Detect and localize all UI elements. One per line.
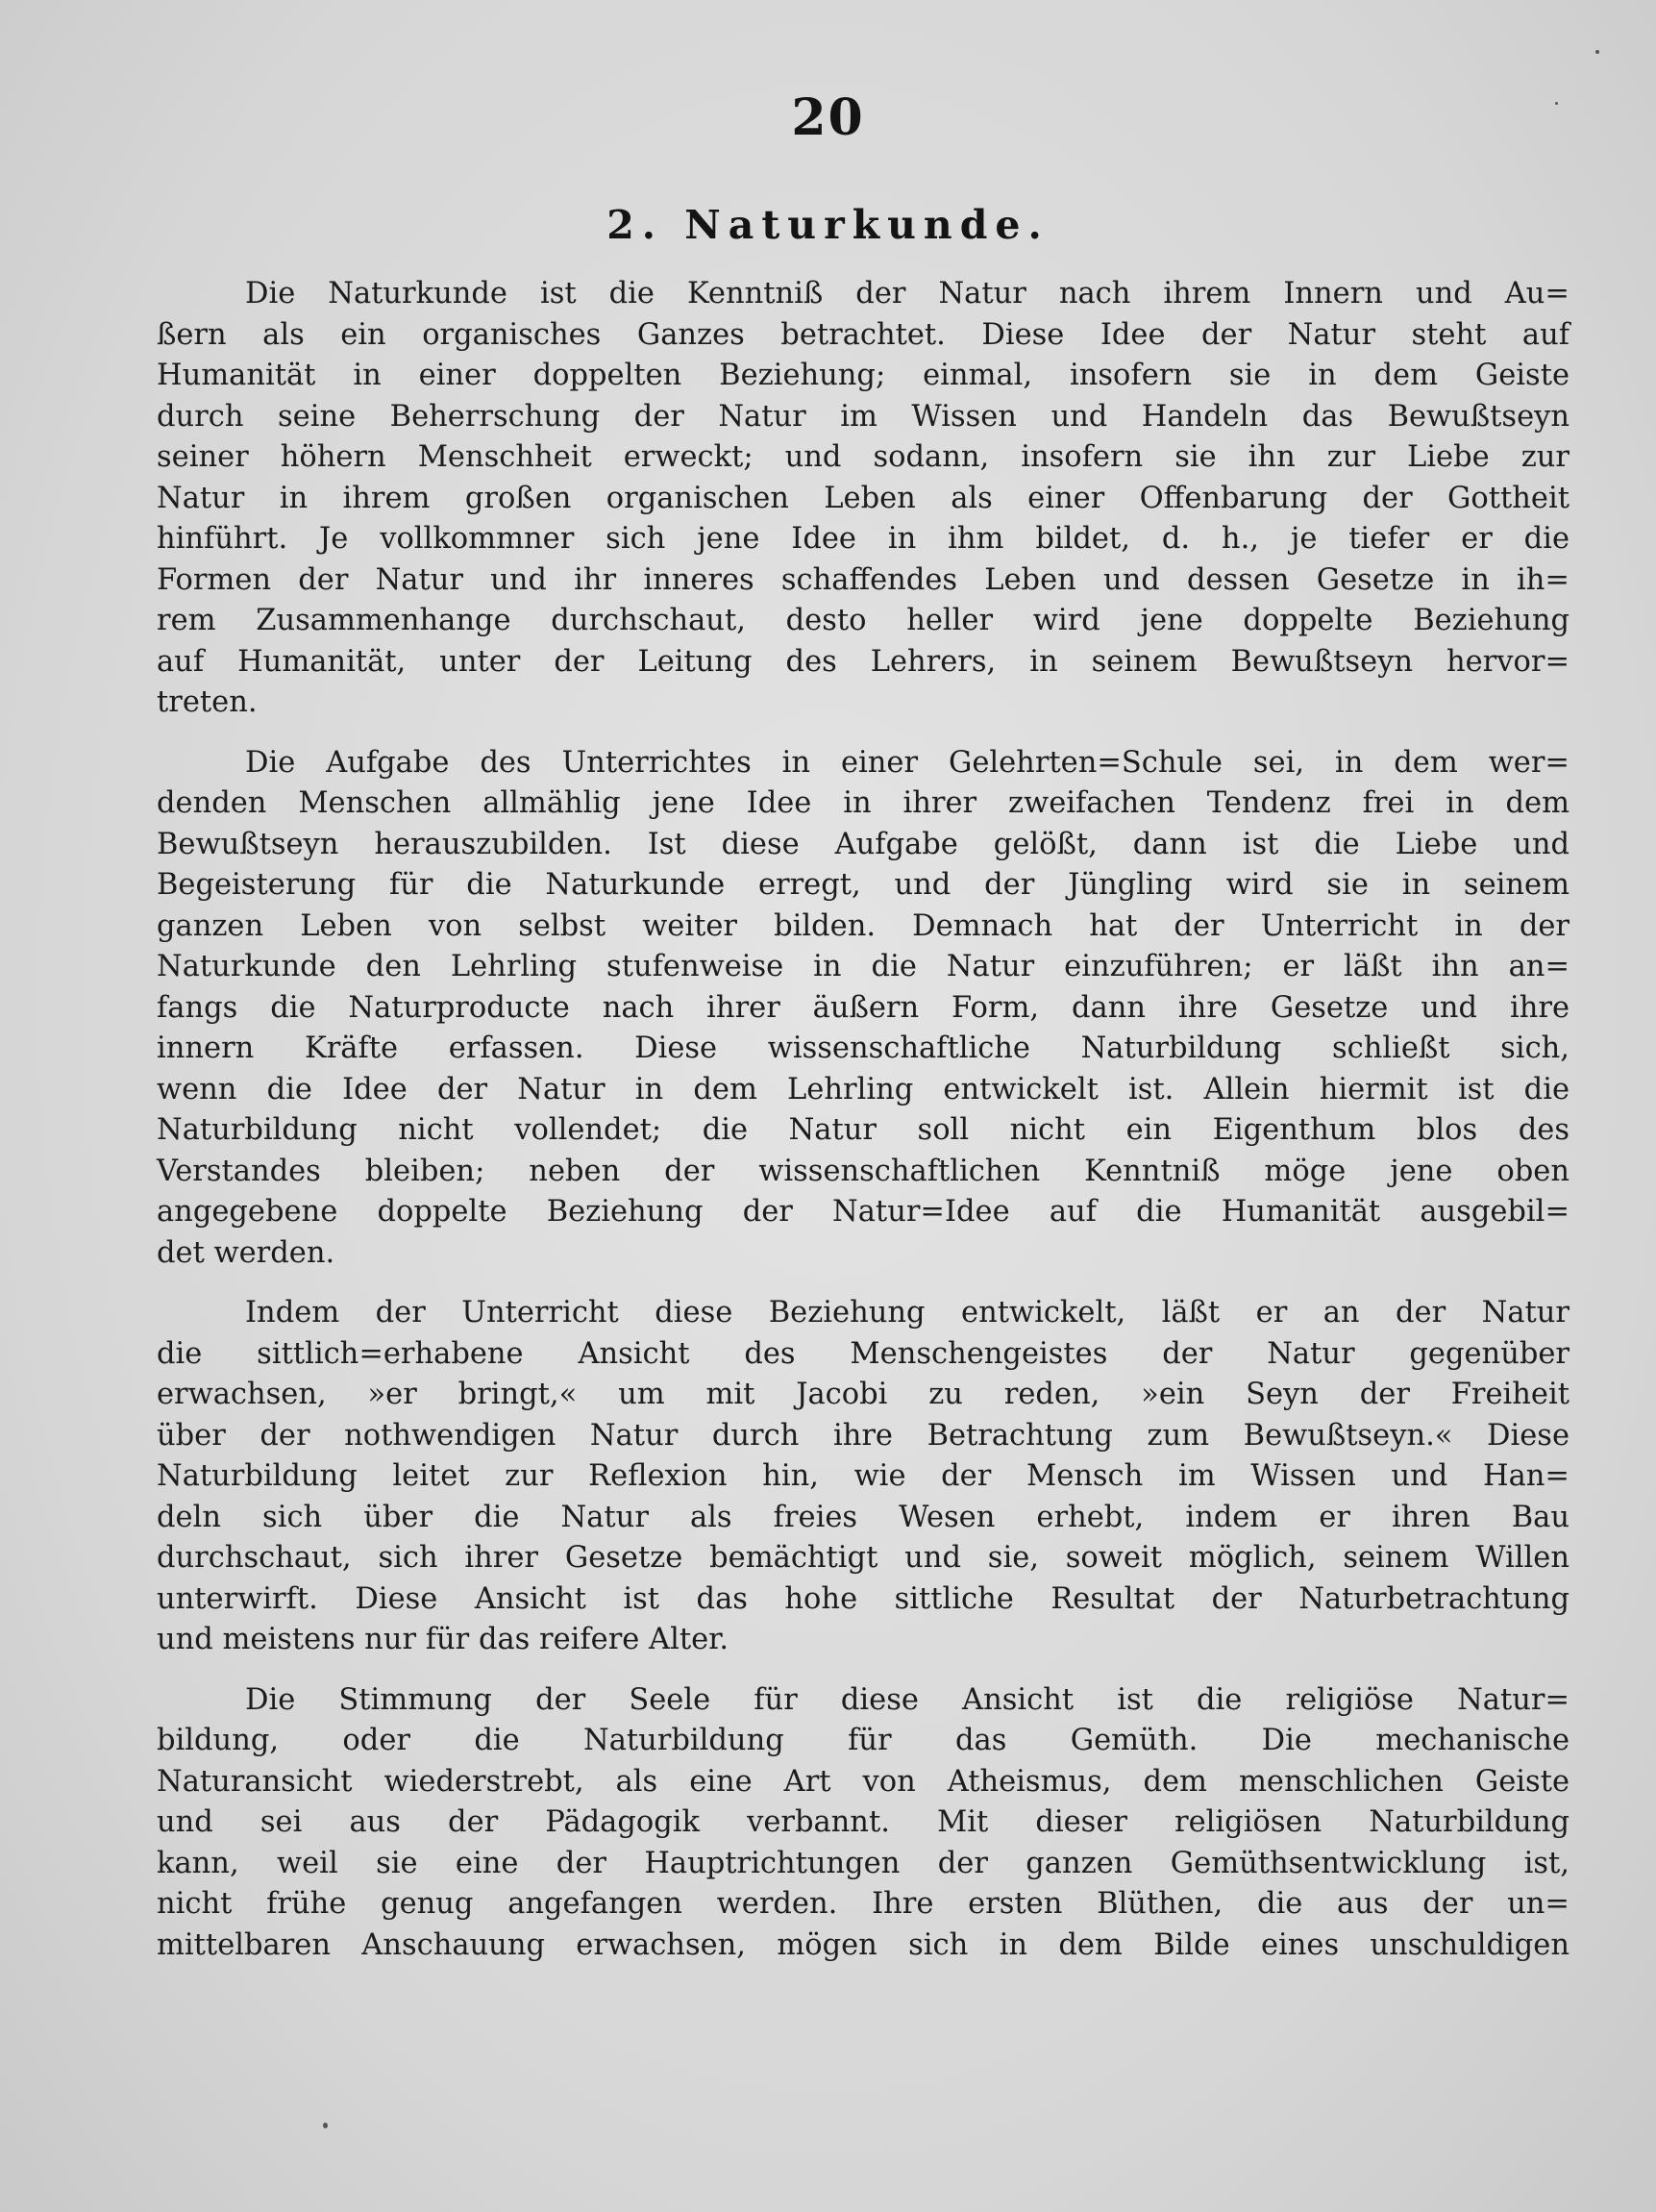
section-heading: 2. Naturkunde. xyxy=(606,202,1050,248)
text-line: unterwirft. Diese Ansicht ist das hohe sittliche Resultat der Naturbetrachtung xyxy=(157,1581,1569,1616)
paper-speck xyxy=(1555,102,1558,105)
text-line: ganzen Leben von selbst weiter bilden. Demnach hat der Unterricht in der xyxy=(157,908,1569,943)
text-line: durchschaut, sich ihrer Gesetze bemächtigt und sie, soweit möglich, seinem Willen xyxy=(157,1541,1569,1575)
text-line: hinführt. Je vollkommner sich jene Idee in ihm bildet, d. h., je tiefer er die xyxy=(157,522,1569,556)
text-line: erwachsen, »er bringt,« um mit Jacobi zu reden, »ein Seyn der Freiheit xyxy=(157,1378,1569,1411)
page-number: 20 xyxy=(791,88,865,147)
text-line: bildung, oder die Naturbildung für das Gemüth. Die mechanische xyxy=(157,1724,1569,1757)
paper-speck xyxy=(323,2123,328,2128)
text-line: Humanität in einer doppelten Beziehung; einmal, insofern sie in dem Geiste xyxy=(157,359,1569,392)
text-line: Naturansicht wiederstrebt, als eine Art von Atheismus, dem menschlichen Geiste xyxy=(157,1764,1569,1799)
text-line: deln sich über die Natur als freies Wesen erhebt, indem er ihren Bau xyxy=(157,1500,1569,1534)
text-line: über der nothwendigen Natur durch ihre Betrachtung zum Bewußtseyn.« Diese xyxy=(157,1418,1569,1453)
text-line: angegebene doppelte Beziehung der Natur=Idee auf die Humanität ausgebil= xyxy=(157,1195,1569,1229)
text-line: seiner höhern Menschheit erweckt; und sodann, insofern sie ihn zur Liebe zur xyxy=(157,440,1569,474)
text-line: mittelbaren Anschauung erwachsen, mögen sich in dem Bilde eines unschuldigen xyxy=(157,1927,1569,1962)
text-line: rem Zusammenhange durchschaut, desto heller wird jene doppelte Beziehung xyxy=(157,604,1569,637)
text-line: kann, weil sie eine der Hauptrichtungen der ganzen Gemüthsentwicklung ist, xyxy=(157,1846,1569,1880)
paragraph-4 xyxy=(157,1680,1569,1967)
paragraph-2 xyxy=(157,743,1569,1275)
text-line: denden Menschen allmählig jene Idee in ihrer zweifachen Tendenz frei in dem xyxy=(157,786,1569,820)
text-line: auf Humanität, unter der Leitung des Lehrers, in seinem Bewußtseyn hervor= xyxy=(157,644,1569,679)
text-line: die sittlich=erhabene Ansicht des Menschengeistes der Natur gegenüber xyxy=(157,1336,1569,1371)
text-line: det werden. xyxy=(157,1235,335,1270)
text-line: fangs die Naturproducte nach ihrer äußern Form, dann ihre Gesetze und ihre xyxy=(157,990,1569,1025)
text-line: Indem der Unterricht diese Beziehung entwickelt, läßt er an der Natur xyxy=(245,1296,1569,1330)
text-line: Die Stimmung der Seele für diese Ansicht ist die religiöse Natur= xyxy=(245,1682,1569,1717)
text-line: treten. xyxy=(157,685,258,719)
text-line: Formen der Natur und ihr inneres schaffendes Leben und dessen Gesetze in ih= xyxy=(157,562,1569,597)
text-line: Naturkunde den Lehrling stufenweise in die Natur einzuführen; er läßt ihn an= xyxy=(157,950,1569,983)
paragraph-1 xyxy=(157,274,1569,724)
text-line: innern Kräfte erfassen. Diese wissenschaftliche Naturbildung schließt sich, xyxy=(157,1031,1569,1065)
text-line: und sei aus der Pädagogik verbannt. Mit dieser religiösen Naturbildung xyxy=(157,1805,1569,1839)
text-line: ßern als ein organisches Ganzes betrachtet. Diese Idee der Natur steht auf xyxy=(157,317,1569,352)
text-line: Naturbildung nicht vollendet; die Natur soll nicht ein Eigenthum blos des xyxy=(157,1113,1569,1147)
paragraph-3 xyxy=(157,1293,1569,1661)
text-line: nicht frühe genug angefangen werden. Ihre ersten Blüthen, die aus der un= xyxy=(157,1887,1569,1921)
text-line: Begeisterung für die Naturkunde erregt, und der Jüngling wird sie in seinem xyxy=(157,868,1569,902)
text-line: Bewußtseyn herauszubilden. Ist diese Aufgabe gelößt, dann ist die Liebe und xyxy=(157,827,1569,861)
text-line: Natur in ihrem großen organischen Leben als einer Offenbarung der Gottheit xyxy=(157,481,1569,515)
text-line: Verstandes bleiben; neben der wissenschaftlichen Kenntniß möge jene oben xyxy=(157,1154,1569,1188)
paper-speck xyxy=(1595,50,1599,54)
text-line: durch seine Beherrschung der Natur im Wissen und Handeln das Bewußtseyn xyxy=(157,399,1569,434)
text-line: wenn die Idee der Natur in dem Lehrling entwickelt ist. Allein hiermit ist die xyxy=(157,1072,1569,1106)
text-line: und meistens nur für das reifere Alter. xyxy=(157,1623,729,1656)
text-line: Die Naturkunde ist die Kenntniß der Natur nach ihrem Innern und Au= xyxy=(245,277,1569,311)
text-line: Die Aufgabe des Unterrichtes in einer Gelehrten=Schule sei, in dem wer= xyxy=(245,745,1569,780)
body-text xyxy=(157,274,1569,1985)
text-line: Naturbildung leitet zur Reflexion hin, wie der Mensch im Wissen und Han= xyxy=(157,1459,1569,1493)
